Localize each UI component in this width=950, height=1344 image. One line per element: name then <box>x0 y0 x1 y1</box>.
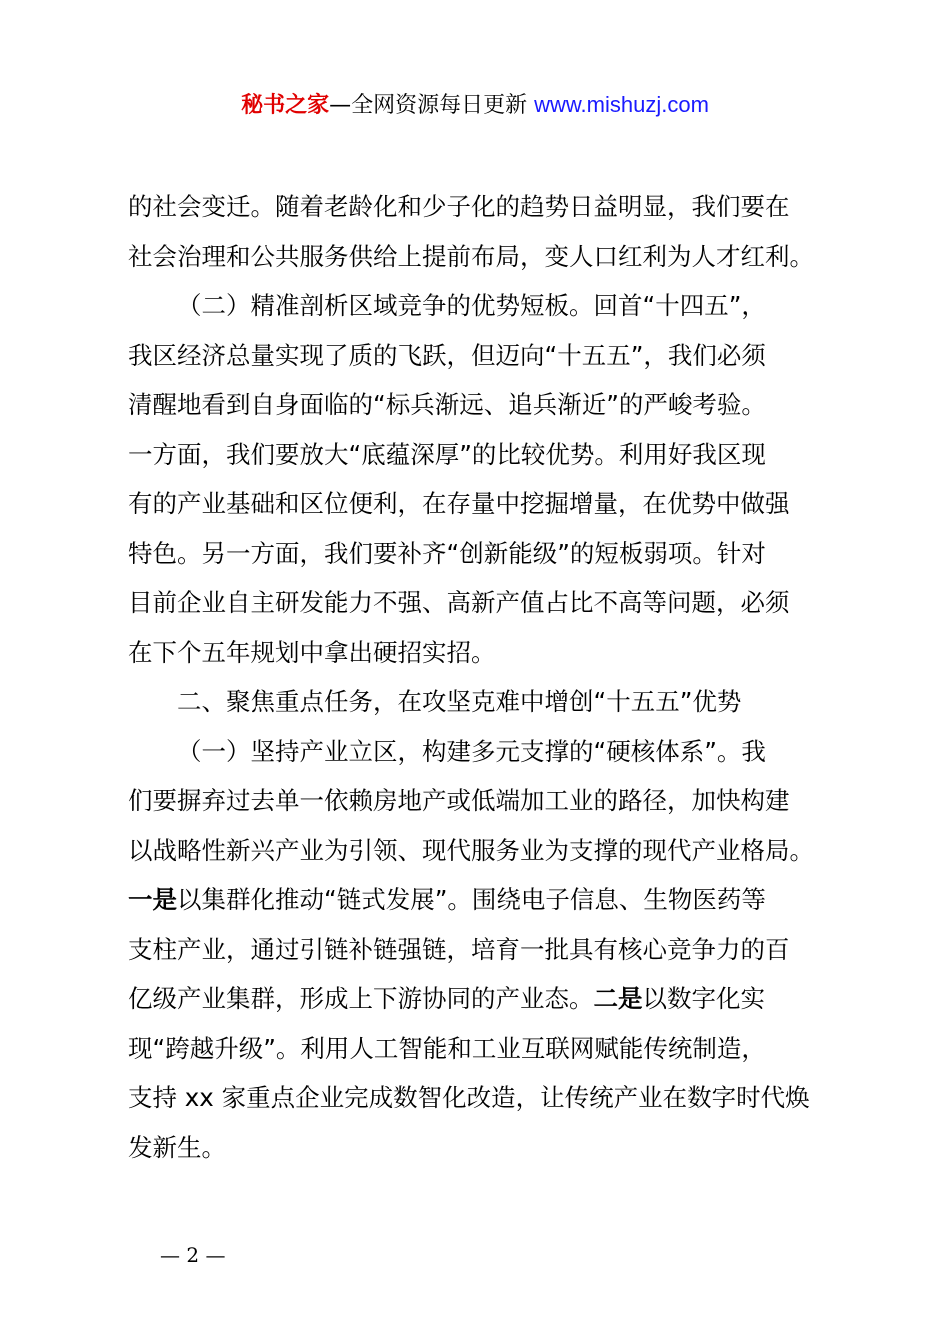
paragraph-line: 支柱产业，通过引链补链强链，培育一批具有核心竞争力的百 <box>128 934 790 964</box>
emphasis-second: 二是 <box>593 984 643 1013</box>
page-number: — 2 — <box>160 1243 226 1267</box>
line-text: 以数字化实 <box>642 984 765 1013</box>
paragraph-line <box>128 875 838 925</box>
chapter-heading: 二、聚焦重点任务，在攻坚克难中增创“十五五”优势 <box>177 687 742 716</box>
site-header <box>0 88 950 123</box>
header-tagline: —全网资源每日更新 <box>329 93 535 118</box>
paragraph-line: 社会治理和公共服务供给上提前布局，变人口红利为人才红利。 <box>128 241 814 271</box>
paragraph-line: 现“跨越升级”。利用人工智能和工业互联网赋能传统制造， <box>128 1033 766 1063</box>
paragraph-line: 清醒地看到自身面临的“标兵渐远、追兵渐近”的严峻考验。 <box>128 390 766 419</box>
paragraph-line: 有的产业基础和区位便利，在存量中挖掘增量，在优势中做强 <box>128 489 790 518</box>
paragraph-line <box>128 974 838 1024</box>
paragraph-line: 们要摒弃过去单一依赖房地产或低端加工业的路径，加快构建 <box>128 786 790 815</box>
paragraph-line: 的社会变迁。随着老龄化和少子化的趋势日益明显，我们要在 <box>128 192 790 221</box>
brand-name: 秘书之家 <box>241 93 330 118</box>
paragraph-line: 支持 xx 家重点企业完成数智化改造，让传统产业在数字时代焕 <box>128 1083 810 1112</box>
paragraph-line: 发新生。 <box>128 1132 226 1162</box>
emphasis-first: 一是 <box>128 885 177 914</box>
paragraph-line: 目前企业自主研发能力不强、高新产值占比不高等问题，必须 <box>128 588 790 617</box>
paragraph-line: 以战略性新兴产业为引领、现代服务业为支撑的现代产业格局。 <box>128 835 814 865</box>
section-heading-line: （二）精准剖析区域竞争的优势短板。回首“十四五”， <box>177 291 766 320</box>
paragraph-line: 我区经济总量实现了质的飞跃，但迈向“十五五”，我们必须 <box>128 340 766 370</box>
line-text: 亿级产业集群，形成上下游协同的产业态。 <box>128 984 594 1013</box>
document-body <box>128 182 838 1172</box>
paragraph-line: 在下个五年规划中拿出硬招实招。 <box>128 637 496 667</box>
paragraph-line: 特色。另一方面，我们要补齐“创新能级”的短板弱项。针对 <box>128 538 766 568</box>
line-text: 以集群化推动“链式发展”。围绕电子信息、生物医药等 <box>177 885 766 914</box>
paragraph-line: 一方面，我们要放大“底蕴深厚”的比较优势。利用好我区现 <box>128 439 766 469</box>
site-url[interactable]: www.mishuzj.com <box>534 92 709 117</box>
section-heading-line: （一）坚持产业立区，构建多元支撑的“硬核体系”。我 <box>177 736 766 766</box>
